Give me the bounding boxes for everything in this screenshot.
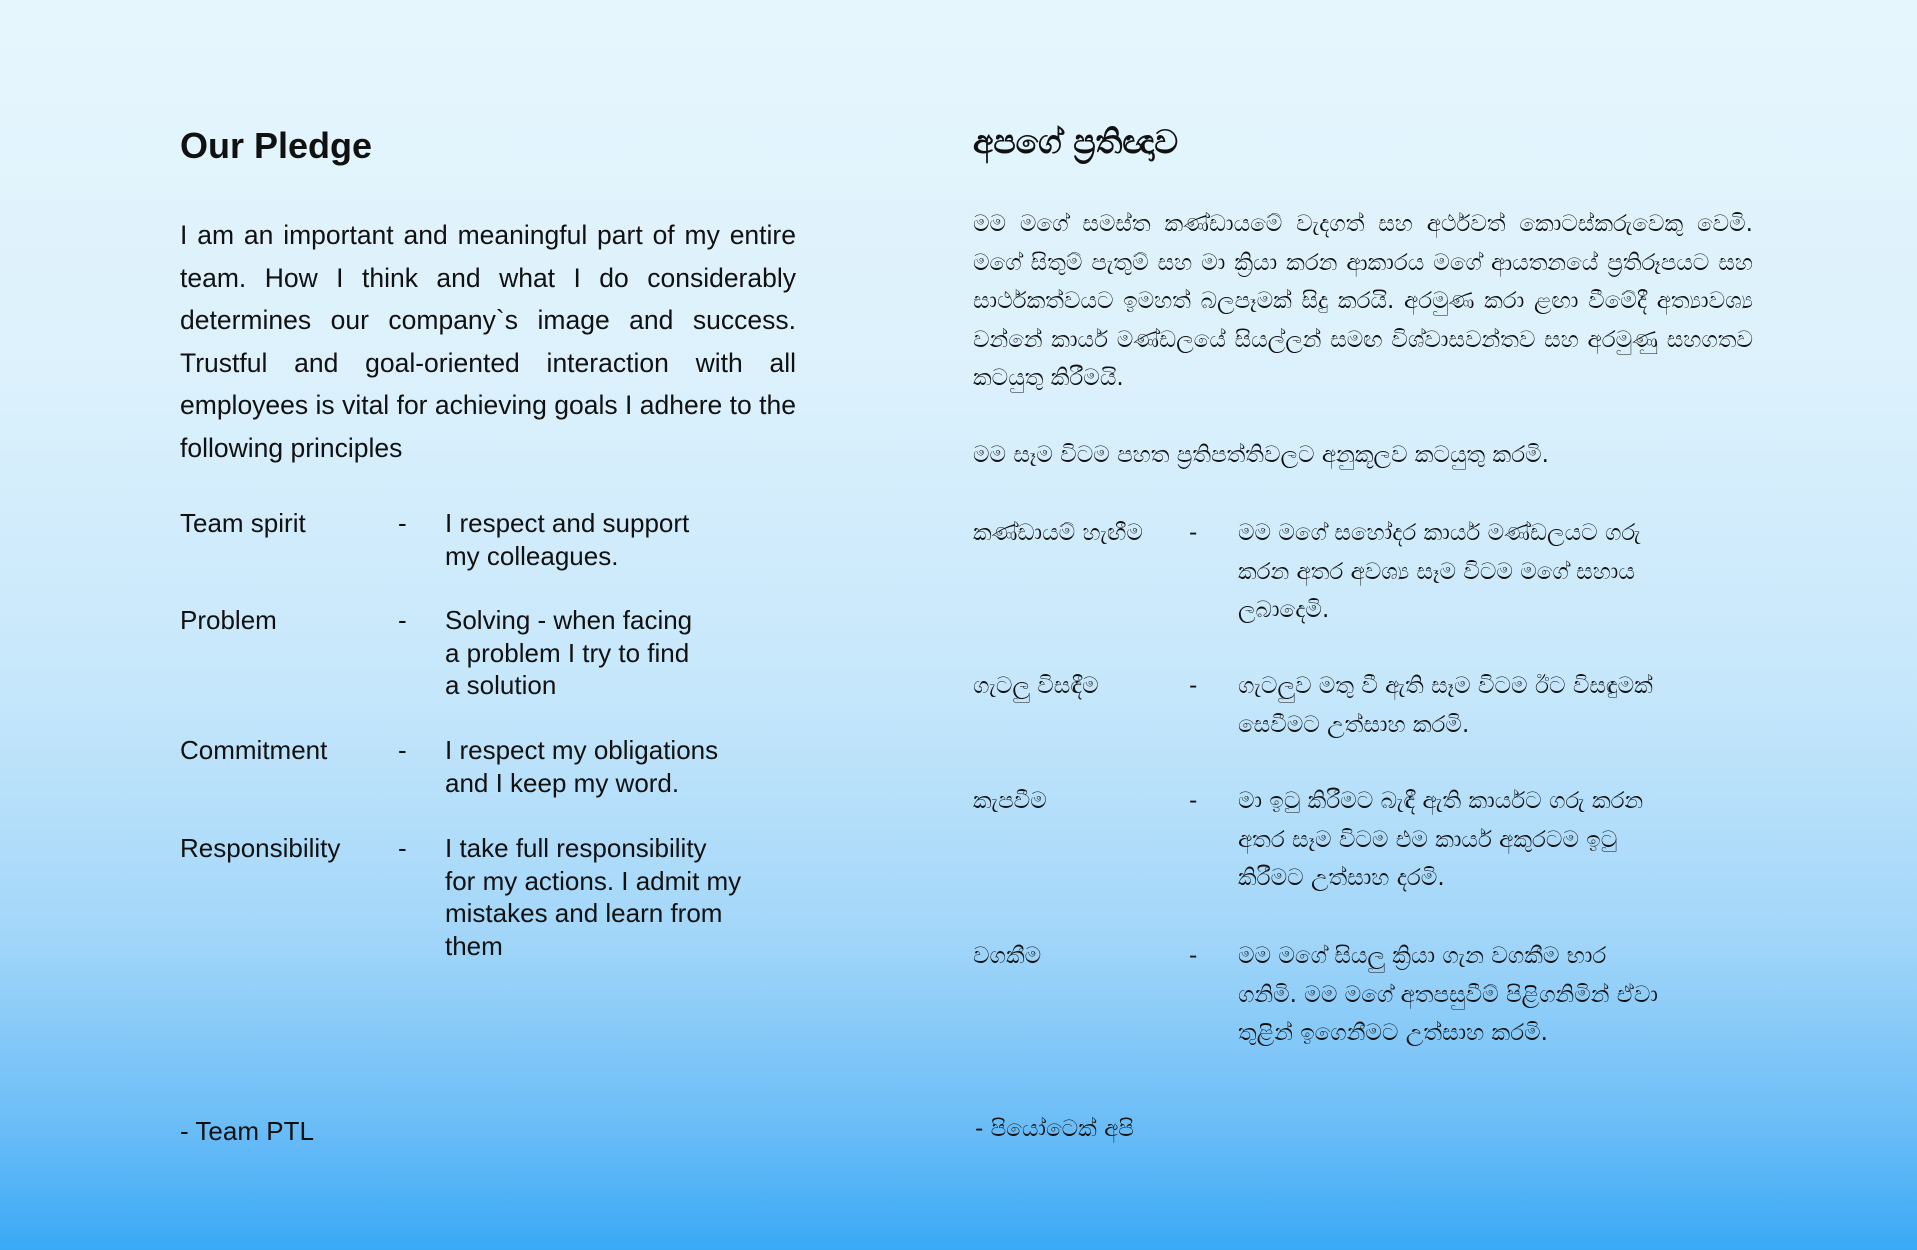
principle-dash: - xyxy=(398,508,407,538)
principle-text: I respect and support my colleagues. xyxy=(445,508,690,571)
principle-label: Team spirit xyxy=(180,508,306,538)
principle-dash: - xyxy=(398,605,407,635)
pledge-intro: I am an important and meaningful part of my entire team. How I think and what I do considerably determines our company`s image and success. Trustful and goal-oriented interaction with all employees is vital for achieving goals I adhere to the following principles xyxy=(180,220,796,463)
pledge-title: Our Pledge xyxy=(180,125,373,166)
principle-text: මම මගේ සියලු ක්‍රියා ගැන වගකීම භාර ගනිමි. මම මගේ අතපසුවීම් පිළිගනිමින් ඒවා තුළින් ඉගෙනීමට උත්සාහ කරමි. xyxy=(1238,943,1658,1046)
principle-label: කැපවීම xyxy=(973,788,1047,814)
principle-label: Commitment xyxy=(180,735,328,765)
principle-label: Problem xyxy=(180,605,277,635)
principle-label: කණ්ඩායම් හැඟීම xyxy=(973,520,1143,546)
principle-dash: - xyxy=(1189,788,1198,814)
principle-dash: - xyxy=(1189,673,1198,699)
pledge-title-sinhala: අපගේ ප්‍රතිඥාව xyxy=(973,122,1179,161)
pledge-intro-sinhala: මම මගේ සමස්ත කණ්ඩායමේ වැදගත් සහ අර්ථවත් කොටස්කරුවෙකු වෙමි. මගේ සිතුම් පැතුම් සහ මා ක්‍රියා කරන ආකාරය මගේ ආයතනයේ ප්‍රතිරූපයට සහ සාර්ථකත්වයට ඉමහත් බලපෑමක් සිදු කරයි. අරමුණ කරා ළඟා වීමේදී අත්‍යාවශ්‍ය වන්නේ කාර්ය මණ්ඩලයේ සියල්ලන් සමඟ විශ්වාසවන්තව සහ අරමුණු සහගතව කටයුතු කිරීමයි. xyxy=(973,211,1753,391)
principle-text: මම මගේ සහෝදර කාර්ය මණ්ඩලයට ගරු කරන අතර අවශ්‍ය සෑම විටම මගේ සහාය ලබාදෙමි. xyxy=(1238,520,1641,623)
principle-text: මා ඉටු කිරීමට බැඳී ඇති කාර්යට ගරු කරන අතර සෑම විටම එම කාර්ය අකුරටම ඉටු කිරීමට උත්සාහ දරමි. xyxy=(1238,788,1644,891)
pledge-signature: - Team PTL xyxy=(180,1116,314,1146)
principles-intro-sinhala: මම සෑම විටම පහත ප්‍රතිපත්තිවලට අනුකූලව කටයුතු කරමි. xyxy=(973,442,1549,468)
principle-label: Responsibility xyxy=(180,833,341,863)
principle-label: වගකීම xyxy=(973,943,1042,969)
principle-dash: - xyxy=(398,833,407,863)
pledge-signature-sinhala: - පියෝටෙක් අපි xyxy=(975,1116,1134,1142)
principle-dash: - xyxy=(398,735,407,765)
principle-text: I take full responsibility for my actions. I admit my mistakes and learn from them xyxy=(445,833,742,961)
principle-text: I respect my obligations and I keep my word. xyxy=(445,735,719,798)
principle-label: ගැටලු විසඳීම xyxy=(973,673,1099,699)
principle-dash: - xyxy=(1189,943,1198,969)
principle-dash: - xyxy=(1189,520,1198,546)
principle-text: Solving - when facing a problem I try to find a solution xyxy=(445,605,693,700)
principle-text: ගැටලුව මතු වී ඇති සෑම විටම ඊට විසඳුමක් සෙවීමට උත්සාහ කරමි. xyxy=(1238,673,1653,738)
